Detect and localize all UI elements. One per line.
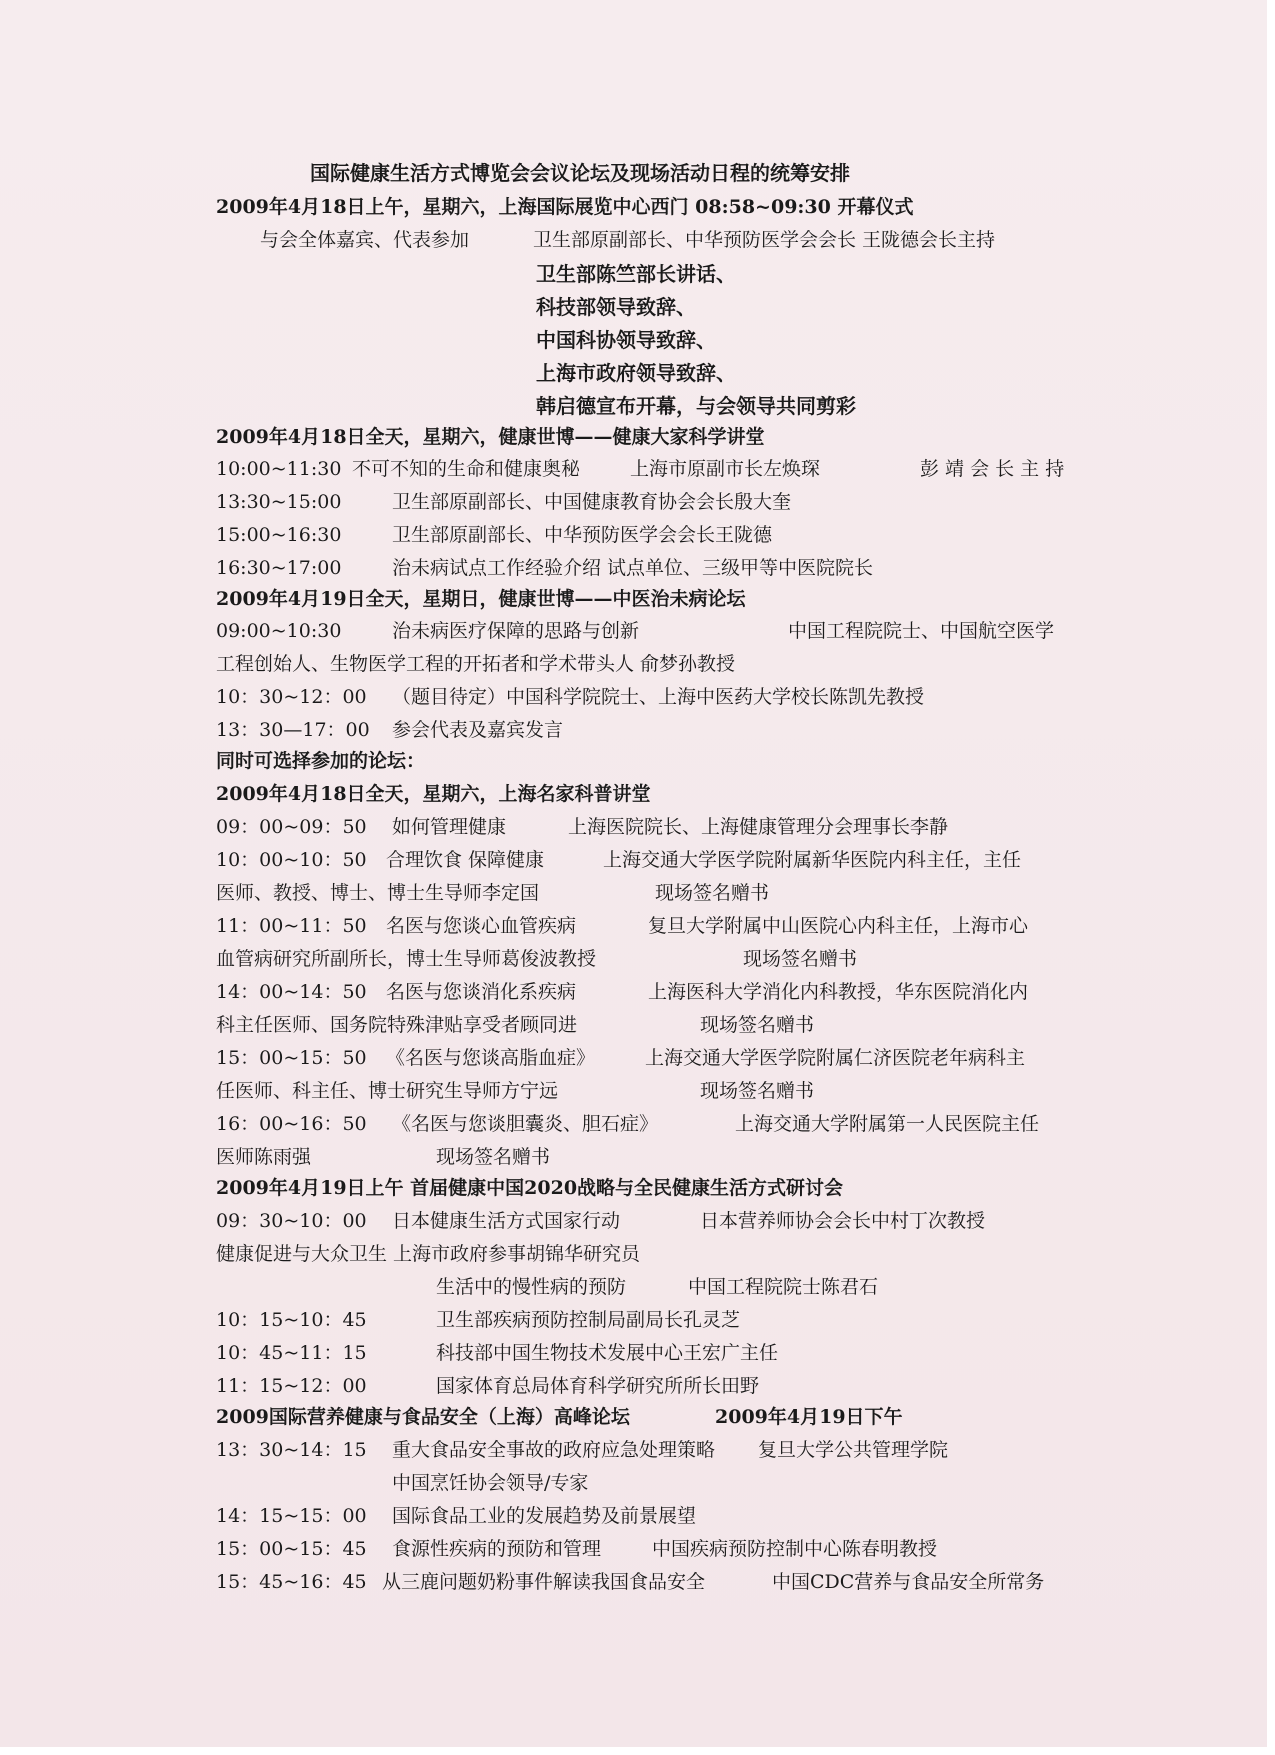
speaker-cont: 任医师、科主任、博士研究生导师方宁远: [216, 1080, 559, 1102]
book-signing: 现场签名赠书: [700, 1014, 815, 1036]
time-range: 10：45~11：15: [216, 1342, 367, 1364]
topic: （题目待定）中国科学院院士、上海中医药大学校长陈凯先教授: [392, 686, 925, 708]
topic: 日本健康生活方式国家行动: [392, 1210, 621, 1232]
speaker-cont: 医师、教授、博士、博士生导师李定国: [216, 882, 540, 904]
speaker: 卫生部原副部长、中华预防医学会会长王陇德: [392, 524, 773, 546]
topic: 不可不知的生命和健康奥秘: [352, 458, 581, 480]
speaker: 上海交通大学医学院附属仁济医院老年病科主: [645, 1047, 1026, 1069]
book-signing: 现场签名赠书: [655, 882, 770, 904]
topic: 《名医与您谈高脂血症》: [386, 1047, 596, 1069]
time-range: 15:00~16:30: [216, 524, 342, 546]
topic: 治未病医疗保障的思路与创新: [392, 620, 640, 642]
speaker-cont: 血管病研究所副所长，博士生导师葛俊波教授: [216, 948, 597, 970]
topic: 食源性疾病的预防和管理: [392, 1538, 602, 1560]
time-range: 09：00~09：50: [216, 816, 367, 838]
section-heading: 同时可选择参加的论坛：: [216, 750, 426, 772]
section-heading: 2009年4月19日全天，星期日，健康世博——中医治未病论坛: [216, 588, 746, 610]
schedule-line: 健康促进与大众卫生 上海市政府参事胡锦华研究员: [216, 1243, 641, 1265]
speaker: 复旦大学公共管理学院: [758, 1439, 949, 1461]
speaker: 卫生部疾病预防控制局副局长孔灵芝: [436, 1309, 741, 1331]
speaker-cont: 中国烹饪协会领导/专家: [392, 1472, 589, 1494]
topic: 从三鹿问题奶粉事件解读我国食品安全: [382, 1571, 706, 1593]
book-signing: 现场签名赠书: [700, 1080, 815, 1102]
time-range: 15：00~15：50: [216, 1047, 367, 1069]
speaker: 中国疾病预防控制中心陈春明教授: [652, 1538, 938, 1560]
time-range: 11：00~11：50: [216, 915, 367, 937]
time-range: 10：30~12：00: [216, 686, 367, 708]
section-heading: 2009年4月18日全天，星期六，健康世博——健康大家科学讲堂: [216, 426, 765, 448]
schedule-line-cont: 工程创始人、生物医学工程的开拓者和学术带头人 俞梦孙教授: [216, 653, 736, 675]
time-range: 14：15~15：00: [216, 1505, 367, 1527]
topic: 《名医与您谈胆囊炎、胆石症》: [392, 1113, 659, 1135]
time-range: 13:30~15:00: [216, 491, 342, 513]
speaker: 复旦大学附属中山医院心内科主任，上海市心: [648, 915, 1029, 937]
topic: 名医与您谈消化系疾病: [386, 981, 577, 1003]
ceremony-item: 卫生部陈竺部长讲话、: [536, 262, 736, 286]
speaker-cont: 科主任医师、国务院特殊津贴享受者顾同进: [216, 1014, 578, 1036]
topic: 国际食品工业的发展趋势及前景展望: [392, 1505, 697, 1527]
speaker-cont: 医师陈雨强: [216, 1146, 312, 1168]
time-range: 10：15~10：45: [216, 1309, 367, 1331]
time-range: 10:00~11:30: [216, 458, 342, 480]
topic: 参会代表及嘉宾发言: [392, 719, 564, 741]
time-range: 10：00~10：50: [216, 849, 367, 871]
topic: 生活中的慢性病的预防: [436, 1276, 627, 1298]
speaker: 卫生部原副部长、中国健康教育协会会长殷大奎: [392, 491, 792, 513]
speaker: 国家体育总局体育科学研究所所长田野: [436, 1375, 760, 1397]
section-heading: 2009年4月18日上午，星期六，上海国际展览中心西门 08:58~09:30 开幕仪式: [216, 196, 914, 218]
document-title: 国际健康生活方式博览会会议论坛及现场活动日程的统筹安排: [310, 161, 850, 185]
ceremony-item: 科技部领导致辞、: [536, 295, 696, 319]
speaker: 中国CDC营养与食品安全所常务: [772, 1571, 1045, 1593]
time-range: 14：00~14：50: [216, 981, 367, 1003]
ceremony-item: 韩启德宣布开幕，与会领导共同剪彩: [536, 394, 856, 418]
speaker: 中国工程院院士陈君石: [688, 1276, 879, 1298]
time-range: 16:30~17:00: [216, 557, 342, 579]
ceremony-item: 上海市政府领导致辞、: [536, 361, 736, 385]
time-range: 13：30—17：00: [216, 719, 370, 741]
book-signing: 现场签名赠书: [436, 1146, 551, 1168]
speaker: 科技部中国生物技术发展中心王宏广主任: [436, 1342, 779, 1364]
speaker: 上海医院院长、上海健康管理分会理事长李静: [568, 816, 949, 838]
speaker: 日本营养师协会会长中村丁次教授: [700, 1210, 986, 1232]
speaker: 上海交通大学附属第一人民医院主任: [735, 1113, 1040, 1135]
forum-date: 2009年4月19日下午: [715, 1406, 903, 1428]
page-edge-right: [1267, 0, 1275, 1755]
speaker: 上海医科大学消化内科教授，华东医院消化内: [648, 981, 1029, 1003]
line-segment: 卫生部原副部长、中华预防医学会会长 王陇德会长主持: [533, 229, 996, 251]
section-heading: 2009年4月19日上午 首届健康中国2020战略与全民健康生活方式研讨会: [216, 1177, 844, 1199]
topic: 治未病试点工作经验介绍 试点单位、三级甲等中医院院长: [392, 557, 874, 579]
ceremony-item: 中国科协领导致辞、: [536, 328, 716, 352]
speaker: 上海市原副市长左焕琛: [630, 458, 821, 480]
time-range: 15：00~15：45: [216, 1538, 367, 1560]
topic: 重大食品安全事故的政府应急处理策略: [392, 1439, 716, 1461]
time-range: 11：15~12：00: [216, 1375, 367, 1397]
page-edge-bottom: [0, 1747, 1275, 1755]
time-range: 15：45~16：45: [216, 1571, 367, 1593]
time-range: 09:00~10:30: [216, 620, 342, 642]
host: 彭 靖 会 长 主 持: [920, 458, 1065, 480]
line-segment: 与会全体嘉宾、代表参加: [260, 229, 470, 251]
forum-name: 2009国际营养健康与食品安全（上海）高峰论坛: [216, 1406, 630, 1428]
time-range: 16：00~16：50: [216, 1113, 367, 1135]
speaker: 上海交通大学医学院附属新华医院内科主任，主任: [603, 849, 1022, 871]
topic: 合理饮食 保障健康: [386, 849, 545, 871]
topic: 如何管理健康: [392, 816, 507, 838]
topic: 名医与您谈心血管疾病: [386, 915, 577, 937]
section-heading: 2009年4月18日全天，星期六，上海名家科普讲堂: [216, 783, 651, 805]
speaker: 中国工程院院士、中国航空医学: [788, 620, 1055, 642]
time-range: 09：30~10：00: [216, 1210, 367, 1232]
time-range: 13：30~14：15: [216, 1439, 367, 1461]
book-signing: 现场签名赠书: [743, 948, 858, 970]
